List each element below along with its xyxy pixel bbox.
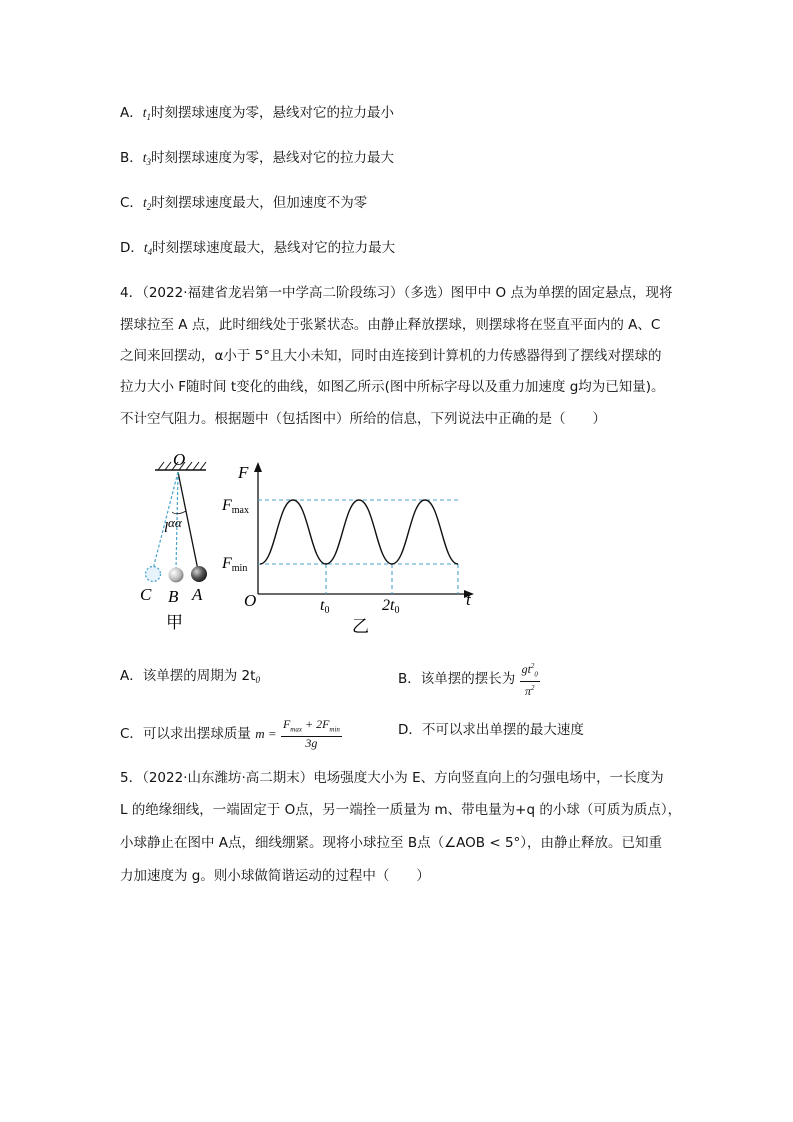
mass-fraction: $\frac{F_{max} + 2F_{min}}{3g}$ xyxy=(282,717,340,751)
force-curve xyxy=(260,500,458,564)
length-fraction: $\frac{gt^2_0}{\pi^2}$ xyxy=(521,662,538,699)
axis-label-t: t xyxy=(466,590,471,609)
ball-C xyxy=(146,567,161,582)
point-label-B: B xyxy=(168,587,179,606)
q4-option-a: A．该单摆的周期为 $2t_0$ xyxy=(120,668,260,685)
caption-yi: 乙 xyxy=(352,617,369,636)
ball-B xyxy=(169,568,184,583)
q3-option-d: D．$t_4$时刻摆球速度最大，悬线对它的拉力最大 xyxy=(120,240,396,257)
point-label-A: A xyxy=(192,585,203,604)
q3-option-a: A．$t_1$时刻摆球速度为零，悬线对它的拉力最小 xyxy=(120,105,395,122)
point-label-C: C xyxy=(140,585,152,604)
q5-stem-line-2: L 的绝缘细线，一端固定于 O点，另一端拴一质量为 m、带电量为+q 的小球（可质为质点）， xyxy=(120,802,682,818)
tick-label-Fmin: Fmin xyxy=(222,555,248,574)
q4-option-c: C．可以求出摆球质量 m = $\frac{F_{max} + 2F_{min}}{3g}$ xyxy=(120,717,340,751)
ball-A xyxy=(191,566,207,582)
caption-jia: 甲 xyxy=(166,613,183,632)
q4-figure xyxy=(130,448,490,638)
angle-label-alpha: αα xyxy=(168,515,182,530)
force-time-graph xyxy=(221,462,474,636)
q3-option-b: B．$t_3$时刻摆球速度为零，悬线对它的拉力最大 xyxy=(120,150,395,167)
pendulum-diagram xyxy=(140,450,207,632)
tick-label-Fmax: Fmax xyxy=(222,497,249,516)
q5-stem-line-1: 5．（2022·山东潍坊·高二期末）电场强度大小为 E、方向竖直向上的匀强电场中，一长度为 xyxy=(120,770,664,786)
tick-label-2t0: 2t0 xyxy=(382,597,400,616)
q4-stem-line-1: 4．（2022·福建省龙岩第一中学高二阶段练习）（多选）图甲中 O 点为单摆的固定悬点，现将 xyxy=(120,285,673,301)
q4-option-b: B．该单摆的摆长为 $\frac{gt^2_0}{\pi^2}$ xyxy=(398,662,538,699)
axis-label-F: F xyxy=(238,463,249,482)
q4-option-d: D．不可以求出单摆的最大速度 xyxy=(398,722,584,738)
q5-stem-line-4: 力加速度为 g。则小球做简谐运动的过程中（ ） xyxy=(120,868,430,884)
origin-label-O: O xyxy=(244,591,257,610)
q4-stem-line-2: 摆球拉至 A 点，此时细线处于张紧状态。由静止释放摆球，则摆球将在竖直平面内的 A、C xyxy=(120,317,661,333)
q4-stem-line-4: 拉力大小 F随时间 t变化的曲线，如图乙所示(图中所标字母以及重力加速度 g均为已知量)。 xyxy=(120,379,665,395)
q4-stem-line-5: 不计空气阻力。根据题中（包括图中）所给的信息，下列说法中正确的是（ ） xyxy=(120,411,606,427)
q3-option-c: C．$t_2$时刻摆球速度最大，但加速度不为零 xyxy=(120,195,368,212)
q4-stem-line-3: 之间来回摆动，α小于 5°且大小未知，同时由连接到计算机的力传感器得到了摆线对摆球的 xyxy=(120,348,662,364)
pivot-label-O: O xyxy=(173,450,186,469)
tick-label-t0: t0 xyxy=(320,597,330,616)
length-label-l: l xyxy=(164,520,169,536)
q5-stem-line-3: 小球静止在图中 A点，细线绷紧。现将小球拉至 B点（∠AOB < 5°），由静止释放。已知重 xyxy=(120,835,663,851)
